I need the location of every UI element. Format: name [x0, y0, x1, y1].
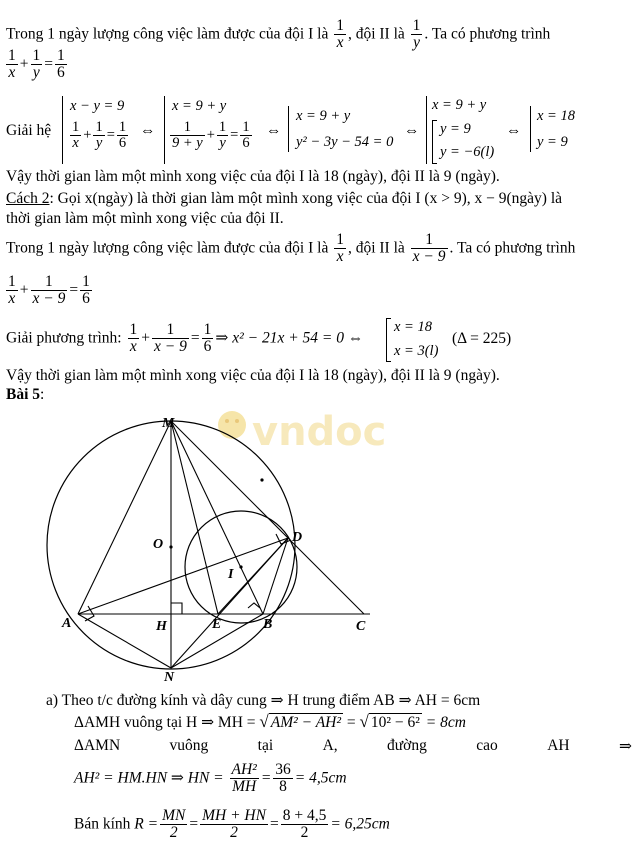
line-mb — [171, 421, 263, 614]
geometry-figure — [0, 405, 400, 685]
label-d: D — [292, 530, 303, 545]
conclusion-1: Vậy thời gian làm một mình xong việc của đội I là 18 (ngày), đội II là 9 (ngày). — [6, 168, 500, 185]
line-2 — [6, 232, 575, 266]
label-n: N — [164, 670, 175, 685]
cach2-line1 — [6, 190, 634, 208]
iff: ⇔ — [266, 122, 282, 139]
text: Trong 1 ngày lượng công việc làm được của đội I là — [6, 239, 329, 257]
cach2-title: Cách 2 — [6, 190, 50, 207]
op: + — [19, 55, 29, 73]
text: . Ta có phương trình — [424, 25, 551, 43]
text: . Ta có phương trình — [449, 239, 576, 257]
watermark-text: vndoc — [252, 409, 387, 455]
sol-a5: Bán kính R = $\frac{MN}{2}$ = $\frac{MH + HN}{2}$ = $\frac{8 + 4,5}{2}$ = 6,25cm — [74, 807, 390, 842]
solve-line: Giải phương trình: $\frac{1}{x}$ + $\frac{1}{x - 9}$ = $\frac{1}{6}$ ⇒ x² − 21x + 54 = 0 ⇔ — [6, 321, 364, 356]
watermark — [218, 409, 386, 455]
right-angle-h — [171, 603, 182, 614]
equation-2: $\frac{1}{x}$ + $\frac{1}{x - 9}$ = $\frac{1}{6}$ — [8, 273, 90, 308]
label: Giải hệ — [6, 122, 52, 139]
brace — [530, 106, 535, 152]
fraction: $\frac{1}{x}$ — [8, 47, 16, 82]
eq: x = 9 + y — [172, 98, 227, 114]
text: ⇒ x² − 21x + 54 = 0 ⇔ — [215, 329, 364, 347]
discriminant: (Δ = 225) — [452, 330, 512, 347]
op: = — [44, 55, 53, 73]
eq: y = −6(l) — [440, 144, 495, 160]
iff: ⇔ — [140, 122, 156, 139]
sol-a4: AH² = HM.HN ⇒ HN = $\frac{\text{AH²}}{MH}$ = $\frac{36}{8}$ = 4,5cm — [74, 761, 347, 796]
point-o — [169, 545, 172, 548]
text: , đội II là — [347, 239, 405, 257]
bracket — [432, 120, 437, 164]
bai5-title: Bài 5: — [6, 386, 45, 403]
bracket — [386, 318, 391, 362]
root-1: x = 18 — [394, 319, 432, 335]
label-o: O — [153, 537, 164, 552]
line-dc — [288, 538, 364, 614]
equation-1 — [4, 48, 69, 82]
label: Giải phương trình: — [6, 329, 122, 347]
eq: y = 9 — [537, 134, 568, 150]
text: : Gọi x(ngày) là thời gian làm một mình xong việc của đội I (x > 9), x − 9(ngày) là — [49, 190, 563, 207]
sol-a1: a) Theo t/c đường kính và dây cung ⇒ H trung điểm AB ⇒ AH = 6cm — [46, 692, 481, 709]
conclusion-2: Vậy thời gian làm một mình xong việc của đội I là 18 (ngày), đội II là 9 (ngày). — [6, 367, 500, 384]
cach2-line2: thời gian làm một mình xong việc của đội II. — [6, 210, 284, 227]
text: Trong 1 ngày lượng công việc làm được của đội I là — [6, 25, 329, 43]
sol-a2: ΔAMH vuông tại H ⇒ MH = √ AM² − AH² = √ 10² − 6² = 8cm — [74, 712, 466, 731]
iff: ⇔ — [506, 122, 522, 139]
eq: $\frac{1}{x}$ + $\frac{1}{y}$ = $\frac{1}{6}$ — [72, 119, 127, 152]
eq: x = 18 — [537, 108, 575, 124]
fraction: $\frac{1}{x}$ — [336, 231, 344, 266]
brace — [62, 96, 67, 164]
label-b: B — [263, 617, 273, 632]
label-i: I — [228, 567, 234, 582]
line-me — [171, 421, 218, 614]
text: , đội II là — [347, 25, 405, 43]
eq: $\frac{1}{9 + y}$ + $\frac{1}{y}$ = $\frac{1}{6}$ — [172, 119, 250, 152]
label-c: C — [356, 619, 366, 634]
fraction: $\frac{1}{x}$ — [336, 17, 344, 52]
fraction: $\frac{1}{y}$ — [32, 47, 41, 82]
point-arc — [260, 478, 263, 481]
fraction: $\frac{1}{x - 9}$ — [412, 231, 446, 266]
eq: x = 9 + y — [432, 97, 487, 113]
eq: x − y = 9 — [70, 98, 125, 114]
label-m: M — [162, 416, 175, 431]
label-e: E — [212, 617, 222, 632]
label-a: A — [62, 616, 72, 631]
fraction: $\frac{1}{y}$ — [412, 17, 421, 52]
root-2: x = 3(l) — [394, 343, 439, 359]
point-i — [239, 565, 242, 568]
label-h: H — [156, 619, 167, 634]
iff: ⇔ — [404, 122, 420, 139]
eq: y = 9 — [440, 121, 471, 137]
sol-a3: ΔAMN vuông tại A, đường cao AH ⇒ — [74, 737, 632, 755]
eq: x = 9 + y — [296, 108, 351, 124]
fraction: $\frac{1}{6}$ — [57, 47, 65, 82]
eq: y² − 3y − 54 = 0 — [296, 134, 394, 150]
brace — [288, 106, 293, 152]
line-1 — [6, 18, 550, 52]
brace — [426, 96, 431, 164]
